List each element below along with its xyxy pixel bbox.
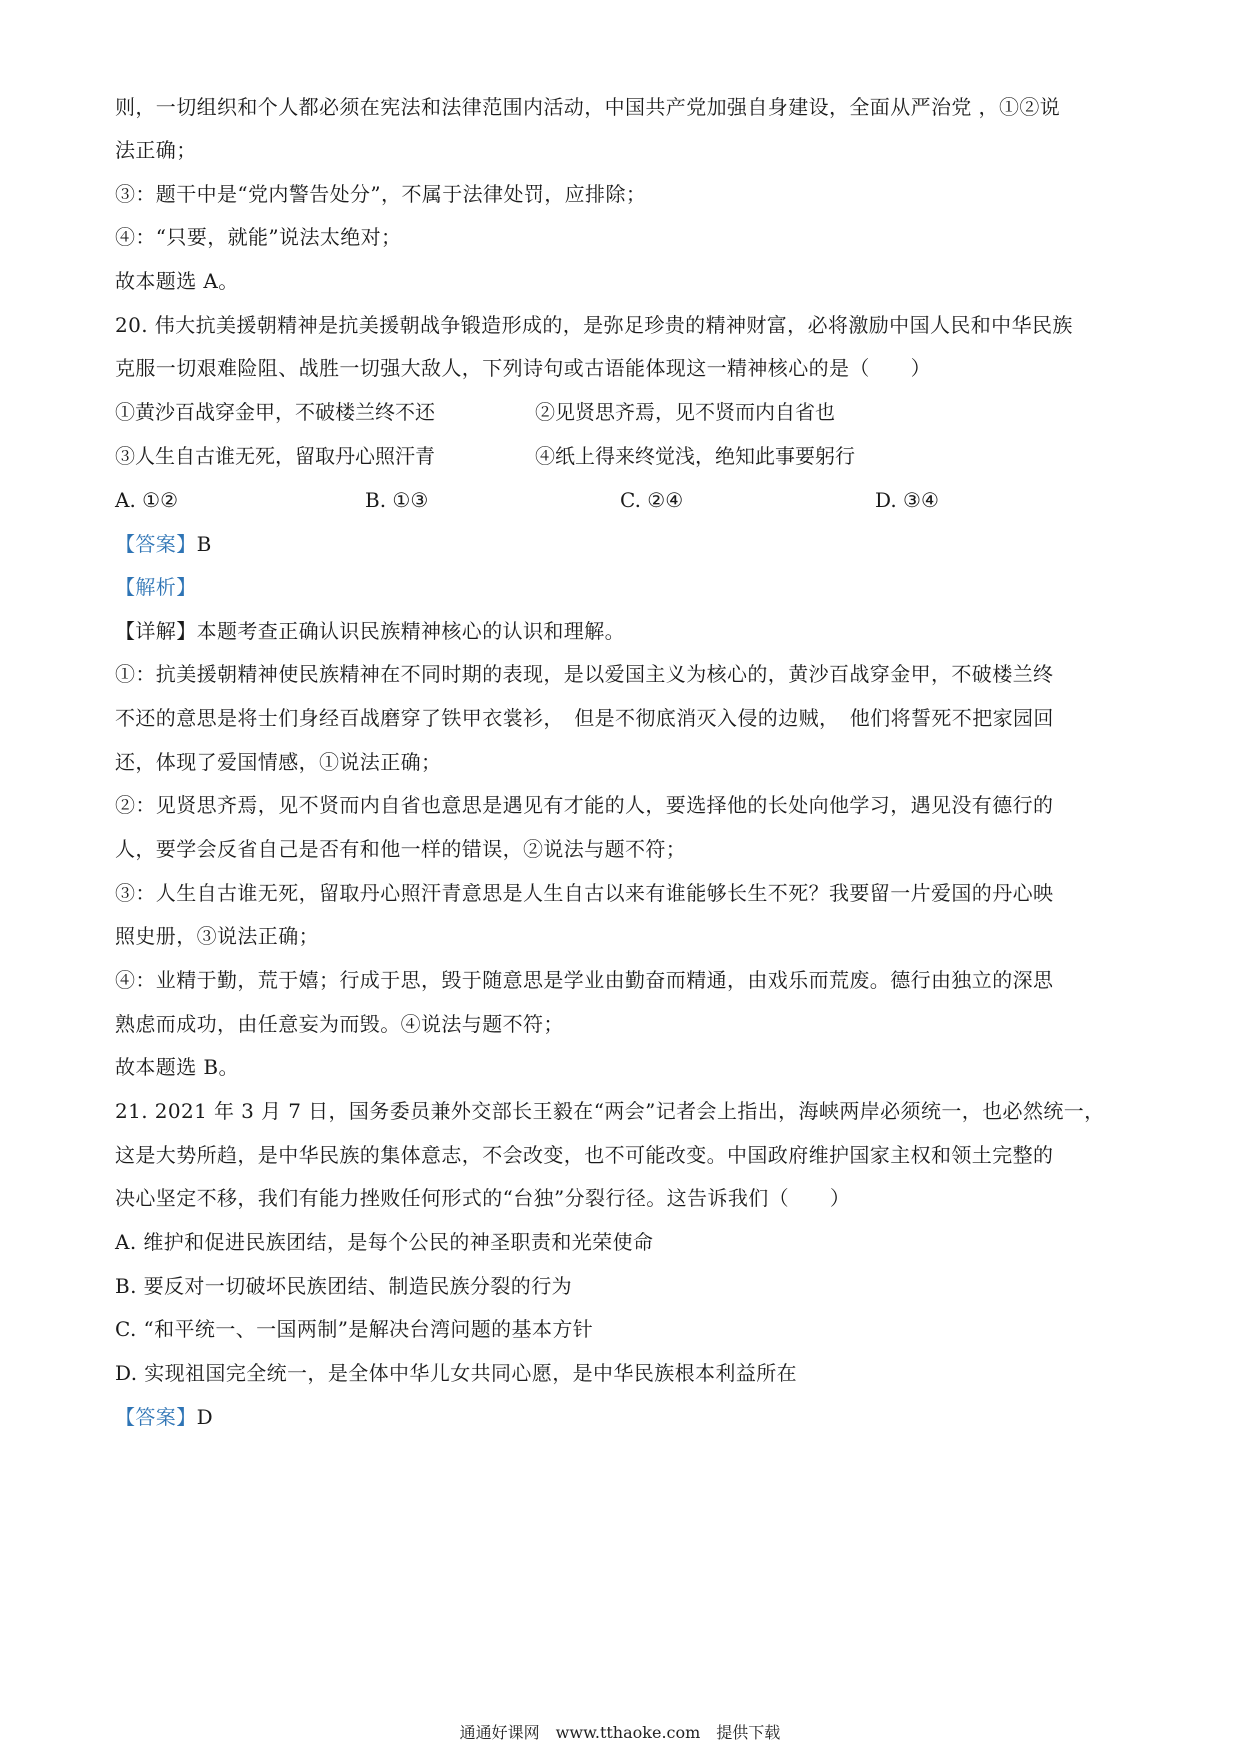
q20-choice-a: A. ①② [115, 488, 179, 512]
q20-choice-b: B. ①③ [365, 488, 429, 512]
q21-choice-a: A. 维护和促进民族团结，是每个公民的神圣职责和光荣使命 [115, 1230, 654, 1254]
explain-line: ③：人生自古谁无死，留取丹心照汗青意思是人生自古以来有谁能够长生不死？我要留一片爱国的丹心映 [115, 881, 1054, 905]
explain-line: ④：业精于勤，荒于嬉；行成于思，毁于随意思是学业由勤奋而精通，由戏乐而荒废。德行由独立的深思 [115, 968, 1054, 992]
explain-line: 故本题选 B。 [115, 1055, 239, 1079]
answer-value: B [196, 532, 212, 556]
q21-choice-d: D. 实现祖国完全统一，是全体中华儿女共同心愿，是中华民族根本利益所在 [115, 1361, 798, 1385]
question-21-stem: 这是大势所趋，是中华民族的集体意志，不会改变，也不可能改变。中国政府维护国家主权和领土完整的 [115, 1143, 1054, 1167]
answer-tag: 【答案】 [115, 532, 197, 556]
explain-line: ②：见贤思齐焉，见不贤而内自省也意思是遇见有才能的人，要选择他的长处向他学习，遇见没有德行的 [115, 793, 1054, 817]
text-line: 故本题选 A。 [115, 269, 239, 293]
q21-answer [115, 1403, 213, 1431]
explain-line: 熟虑而成功，由任意妄为而毁。④说法与题不符； [115, 1012, 564, 1036]
explain-line: 人，要学会反省自己是否有和他一样的错误，②说法与题不符； [115, 837, 687, 861]
explain-line: 还，体现了爱国情感，①说法正确； [115, 750, 442, 774]
question-21-stem: 决心坚定不移，我们有能力挫败任何形式的“台独”分裂行径。这告诉我们（ ） [115, 1186, 851, 1210]
question-20-stem: 克服一切艰难险阻、战胜一切强大敌人，下列诗句或古语能体现这一精神核心的是（ ） [115, 356, 931, 380]
q20-choice-c: C. ②④ [620, 488, 684, 512]
q20-item: ④纸上得来终觉浅，绝知此事要躬行 [535, 444, 855, 468]
text-line: 则，一切组织和个人都必须在宪法和法律范围内活动，中国共产党加强自身建设，全面从严治党 ，①②说 [115, 95, 1061, 119]
explain-line: 不还的意思是将士们身经百战磨穿了铁甲衣裳衫， 但是不彻底消灭入侵的边贼， 他们将誓死不把家园回 [115, 706, 1054, 730]
explain-line: ①：抗美援朝精神使民族精神在不同时期的表现，是以爱国主义为核心的，黄沙百战穿金甲，不破楼兰终 [115, 662, 1054, 686]
text-line: 法正确； [115, 138, 197, 162]
question-20-stem: 20. 伟大抗美援朝精神是抗美援朝战争锻造形成的，是弥足珍贵的精神财富，必将激励中国人民和中华民族 [115, 313, 1073, 337]
q20-item: ②见贤思齐焉，见不贤而内自省也 [535, 400, 835, 424]
page-footer: 通通好课网 www.tthaoke.com 提供下载 [459, 1723, 781, 1742]
answer-value: D [196, 1405, 214, 1429]
explain-line: 【详解】本题考查正确认识民族精神核心的认识和理解。 [115, 619, 625, 643]
answer-tag: 【答案】 [115, 1405, 197, 1429]
q21-choice-c: C. “和平统一、一国两制”是解决台湾问题的基本方针 [115, 1317, 594, 1341]
explain-line: 照史册，③说法正确； [115, 924, 319, 948]
q20-answer [115, 530, 212, 558]
q20-item: ③人生自古谁无死，留取丹心照汗青 [115, 444, 435, 468]
question-21-stem: 21. 2021 年 3 月 7 日，国务委员兼外交部长王毅在“两会”记者会上指出，海峡两岸必须统一，也必然统一， [115, 1099, 1105, 1123]
q20-choice-d: D. ③④ [875, 488, 939, 512]
q21-choice-b: B. 要反对一切破坏民族团结、制造民族分裂的行为 [115, 1274, 573, 1298]
text-line: ④：“只要，就能”说法太绝对； [115, 225, 402, 249]
text-line: ③：题干中是“党内警告处分”，不属于法律处罚，应排除； [115, 182, 647, 206]
q20-item: ①黄沙百战穿金甲，不破楼兰终不还 [115, 400, 435, 424]
analysis-tag: 【解析】 [115, 575, 197, 599]
